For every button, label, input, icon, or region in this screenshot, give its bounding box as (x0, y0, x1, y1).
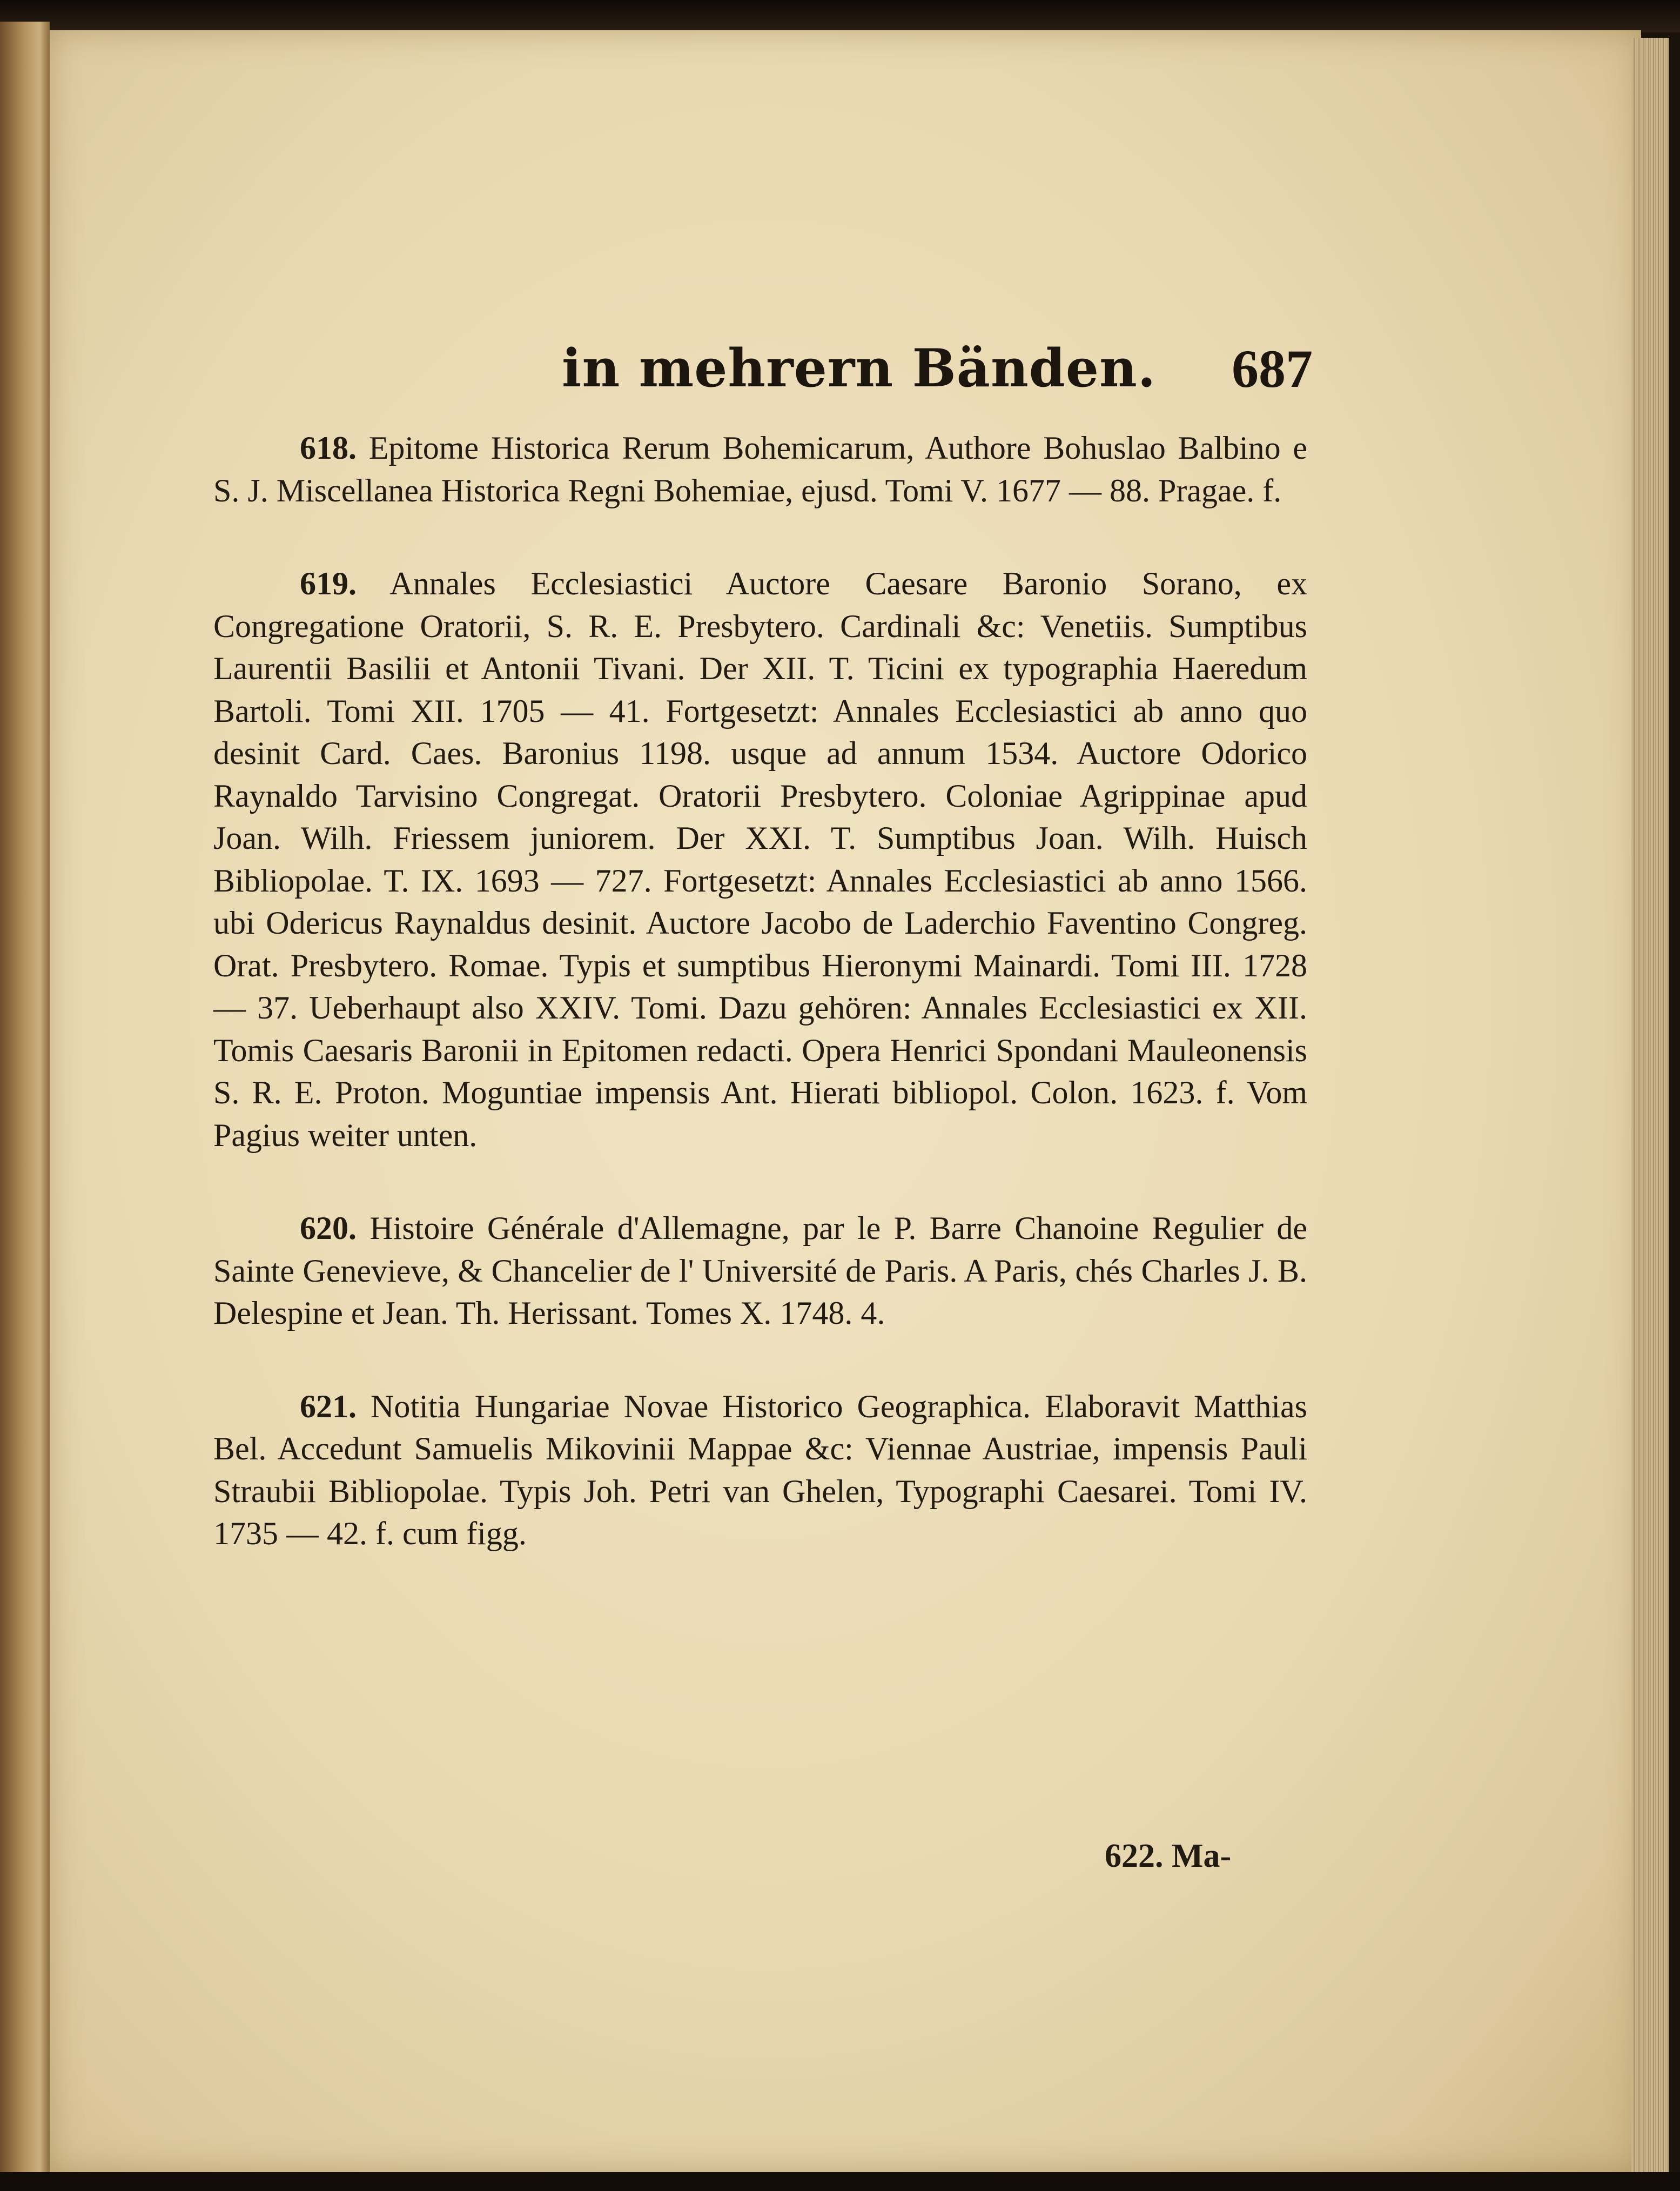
entry-number: 620. (300, 1210, 357, 1246)
entry-620 (213, 1207, 1307, 1335)
scan-bottom-background (0, 2172, 1680, 2191)
entry-619 (213, 562, 1307, 1156)
page-number: 687 (1232, 339, 1313, 399)
page-header (562, 338, 1313, 403)
entry-text: Annales Ecclesiastici Auctore Caesare Baronio Sorano, ex Congregatione Oratorii, S. R. E. Presbytero. Cardinali &c: Venetiis. Sumptibus Laurentii Basilii et Antonii Tivani. Der XII. T. Ticini ex typographia Haeredum Bartoli. Tomi XII. 1705 — 41. Fortgesetzt: Annales Ecclesiastici ab anno quo desinit Card. Caes. Baronius 1198. usque ad annum 1534. Auctore Odorico Raynaldo Tarvisino Congregat. Oratorii Presbytero. Coloniae Agrippinae apud Joan. Wilh. Friessem juniorem. Der XXI. T. Sumptibus Joan. Wilh. Huisch Bibliopolae. T. IX. 1693 — 727. Fortgesetzt: Annales Ecclesiastici ab anno 1566. ubi Odericus Raynaldus desinit. Auctore Jacobo de Laderchio Faventino Congreg. Orat. Presbytero. Romae. Typis et sumptibus Hieronymi Mainardi. Tomi III. 1728 — 37. Ueberhaupt also XXIV. Tomi. Dazu gehören: Annales Ecclesiastici ex XII. Tomis Caesaris Baronii in Epitomen redacti. Opera Henrici Spondani Mauleonensis S. R. E. Proton. Moguntiae impensis Ant. Hierati bibliopol. Colon. 1623. f. Vom Pagius weiter unten. (213, 566, 1307, 1153)
entry-text: Epitome Historica Rerum Bohemicarum, Authore Bohuslao Balbino e S. J. Miscellanea Historica Regni Bohemiae, ejusd. Tomi V. 1677 — 88. Pragae. f. (213, 430, 1307, 508)
entry-text: Notitia Hungariae Novae Historico Geographica. Elaboravit Matthias Bel. Accedunt Samuelis Mikovinii Mappae &c: Viennae Austriae, impensis Pauli Straubii Bibliopolae. Typis Joh. Petri van Ghelen, Typographi Caesarei. Tomi IV. 1735 — 42. f. cum figg. (213, 1388, 1307, 1551)
entry-621 (213, 1385, 1307, 1555)
previous-page-edge (0, 22, 50, 2177)
entry-618 (213, 427, 1307, 512)
entry-number: 618. (300, 430, 357, 466)
running-head: in mehrern Bänden. (562, 338, 1157, 399)
entry-text: Histoire Générale d'Allemagne, par le P. Barre Chanoine Regulier de Sainte Genevieve, & Chancelier de l' Université de Paris. A Paris, chés Charles J. B. Delespine et Jean. Th. Herissant. Tomes X. 1748. 4. (213, 1210, 1308, 1331)
entry-number: 619. (300, 566, 357, 601)
stacked-page-edges (1631, 38, 1669, 2172)
catchword: 622. Ma- (1105, 1838, 1232, 1874)
bibliography-entries (213, 427, 1307, 1606)
scan-top-background (0, 0, 1680, 32)
entry-number: 621. (300, 1388, 357, 1424)
